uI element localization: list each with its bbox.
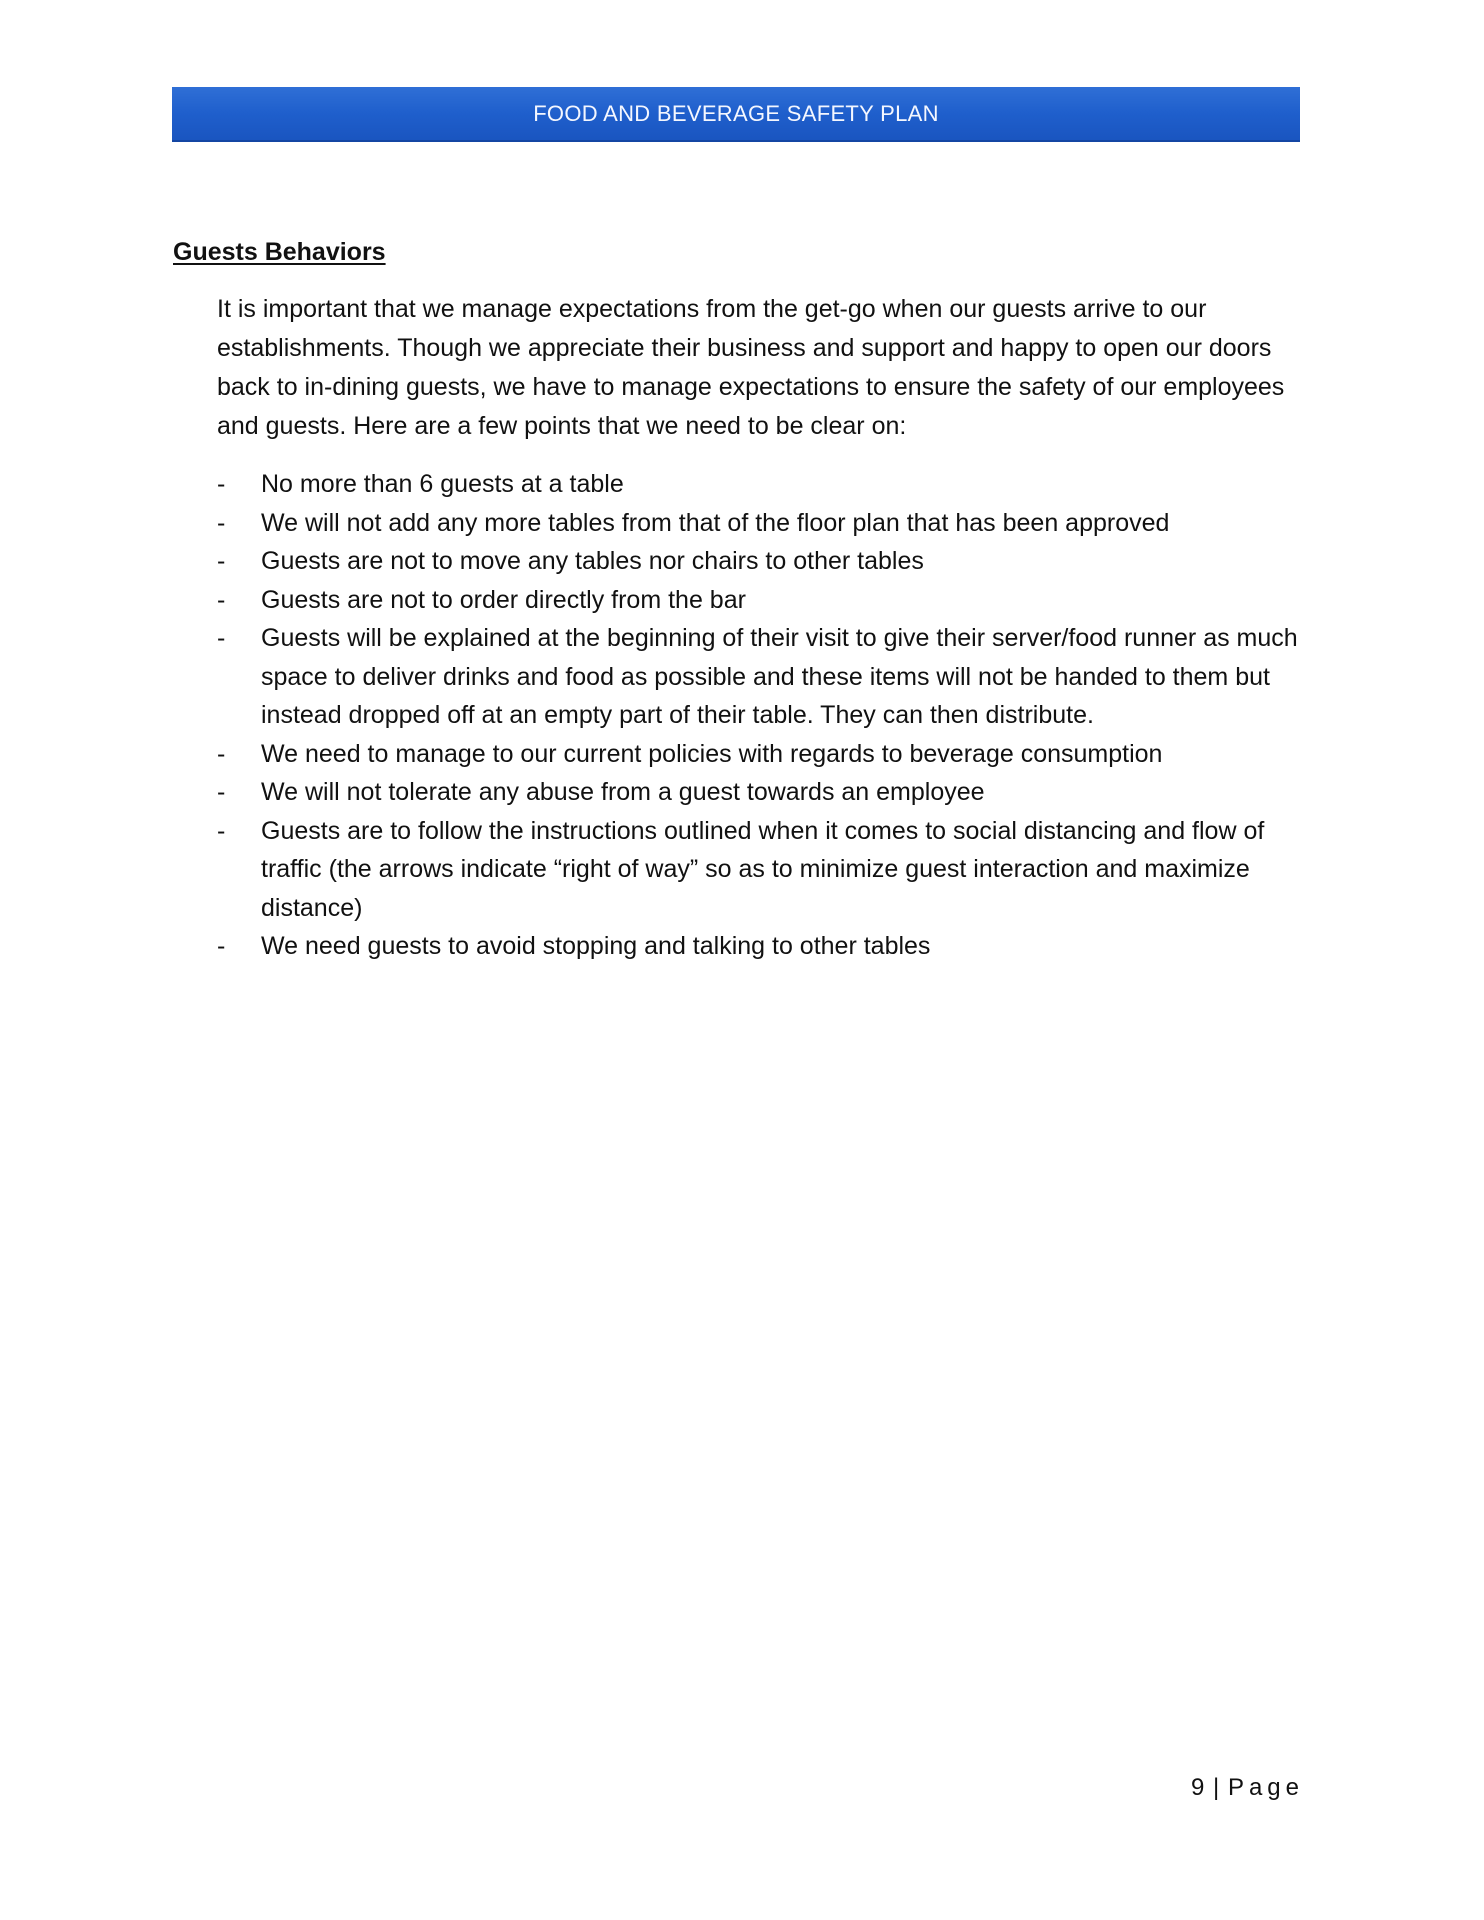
bullet-dash: - [217, 932, 226, 960]
list-item [217, 542, 1317, 581]
section-heading: Guests Behaviors [173, 238, 386, 266]
bullet-dash: - [217, 547, 226, 575]
bullet-dash: - [217, 739, 226, 768]
list-item [217, 773, 1317, 812]
bullet-dash: - [217, 508, 226, 537]
list-item-text: Guests will be explained at the beginning of their visit to give their server/food runner as much space to deliver drinks and food as possible and these items will not be handed to them but instead dropped off at an empty part of their table. They can then distribute. [261, 624, 1298, 729]
page-label: Page [1227, 1774, 1304, 1801]
page-number-value: 9 [1191, 1774, 1206, 1801]
document-title: FOOD AND BEVERAGE SAFETY PLAN [533, 100, 939, 126]
list-item [217, 581, 1317, 620]
list-item [217, 735, 1317, 774]
list-item-text: Guests are not to order directly from the bar [261, 585, 746, 614]
bullet-dash: - [217, 624, 226, 652]
list-item [217, 465, 1317, 504]
guest-rules-list [217, 465, 1317, 966]
list-item-text: Guests are not to move any tables nor chairs to other tables [261, 547, 924, 575]
list-item [217, 504, 1317, 543]
list-item-text: We need guests to avoid stopping and talking to other tables [261, 932, 931, 960]
list-item [217, 927, 1317, 966]
bullet-dash: - [217, 470, 226, 498]
list-item [217, 619, 1317, 735]
list-item-text: We will not add any more tables from that of the floor plan that has been approved [261, 508, 1170, 537]
list-item-text: No more than 6 guests at a table [261, 470, 624, 498]
list-item-text: We will not tolerate any abuse from a guest towards an employee [261, 778, 985, 806]
page-number-separator: | [1213, 1774, 1221, 1801]
bullet-dash: - [217, 585, 226, 614]
intro-paragraph: It is important that we manage expectations from the get-go when our guests arrive to our establishments. Though we appreciate their business and support and happy to open our doors back to in-dining guests, we have to manage expectations to ensure the safety of our employees and guests. Here are a few points that we need to be clear on: [217, 295, 1285, 440]
bullet-dash: - [217, 816, 226, 845]
header-banner [172, 87, 1300, 142]
list-item-text: Guests are to follow the instructions outlined when it comes to social distancing and flow of traffic (the arrows indicate “right of way” so as to minimize guest interaction and maximize distance) [261, 816, 1265, 922]
list-item-text: We need to manage to our current policies with regards to beverage consumption [261, 739, 1163, 768]
bullet-dash: - [217, 778, 226, 806]
page-number [1191, 1774, 1304, 1802]
list-item [217, 812, 1317, 928]
